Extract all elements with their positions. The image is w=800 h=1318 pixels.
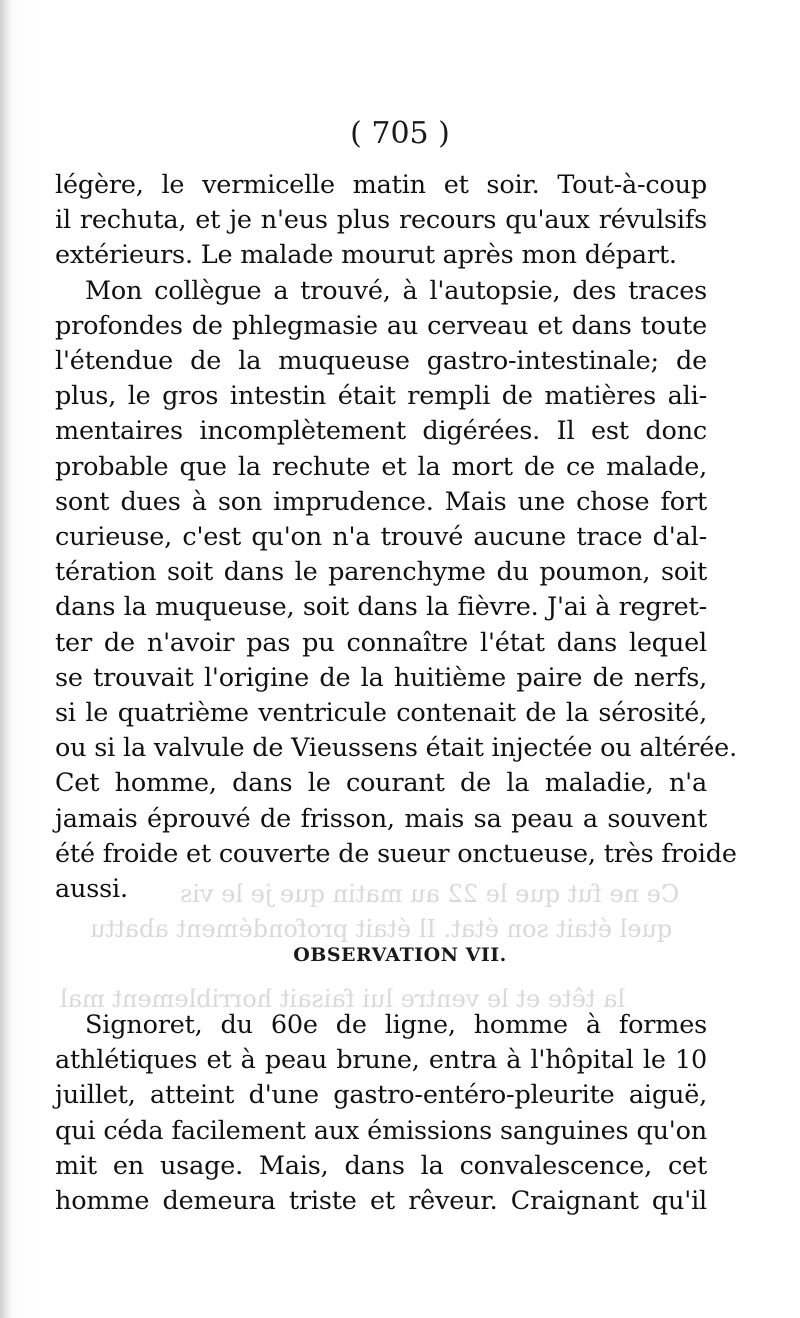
text-line: Signoret, du 60e de ligne, homme à formes	[85, 1010, 707, 1040]
body-text-lower	[55, 1008, 707, 1219]
text-line: sont dues à son imprudence. Mais une chose fort	[55, 486, 707, 517]
text-line: probable que la rechute et la mort de ce malade,	[55, 451, 707, 482]
text-line: ter de n'avoir pas pu connaître l'état dans lequel	[55, 627, 707, 658]
text-line: se trouvait l'origine de la huitième paire de nerfs,	[55, 662, 707, 693]
text-line: mit en usage. Mais, dans la convalescence, cet	[55, 1150, 707, 1181]
text-line: curieuse, c'est qu'on n'a trouvé aucune trace d'al-	[55, 522, 707, 553]
text-line: mentaires incomplètement digérées. Il est donc	[55, 416, 707, 447]
text-line: légère, le vermicelle matin et soir. Tout-à-coup	[55, 170, 707, 200]
text-line: il rechuta, et je n'eus plus recours qu'aux révulsifs	[55, 205, 707, 236]
page-number: ( 705 )	[350, 116, 450, 151]
text-line: plus, le gros intestin était rempli de matières ali-	[55, 381, 707, 412]
body-text-upper	[55, 168, 737, 907]
text-line: athlétiques et à peau brune, entra à l'hôpital le 10	[55, 1045, 707, 1076]
text-line: tération soit dans le parenchyme du poumon, soit	[55, 557, 707, 588]
text-line: Cet homme, dans le courant de la maladie, n'a	[55, 768, 707, 799]
text-line: jamais éprouvé de frisson, mais sa peau a souvent	[55, 803, 707, 834]
text-line: ou si la valvule de Vieussens était injectée ou altérée.	[55, 733, 737, 764]
text-line: extérieurs. Le malade mourut après mon départ.	[55, 240, 677, 271]
page-edge	[0, 0, 10, 1318]
observation-heading: OBSERVATION VII.	[293, 944, 507, 966]
show-through-text: quel était son état. Il était profondément abattu	[90, 915, 673, 943]
text-line: juillet, atteint d'une gastro-entéro-pleurite aiguë,	[55, 1080, 707, 1111]
text-line: l'étendue de la muqueuse gastro-intestinale; de	[55, 346, 707, 377]
text-line: Mon collègue a trouvé, à l'autopsie, des traces	[85, 275, 707, 306]
text-line: été froide et couverte de sueur onctueuse, très froide	[55, 838, 737, 869]
text-line: si le quatrième ventricule contenait de la sérosité,	[55, 698, 707, 729]
show-through-text: Ce ne fut que le 22 au matin que je le vis	[180, 880, 680, 908]
text-line: dans la muqueuse, soit dans la fièvre. J'ai à regret-	[55, 592, 707, 623]
text-line: aussi.	[55, 874, 128, 905]
show-through-text: la tête et le ventre lui faisait horriblement mal	[60, 985, 626, 1013]
text-line: profondes de phlegmasie au cerveau et dans toute	[55, 310, 707, 341]
text-line: homme demeura triste et rêveur. Craignant qu'il	[55, 1186, 707, 1217]
text-line: qui céda facilement aux émissions sanguines qu'on	[55, 1115, 707, 1146]
